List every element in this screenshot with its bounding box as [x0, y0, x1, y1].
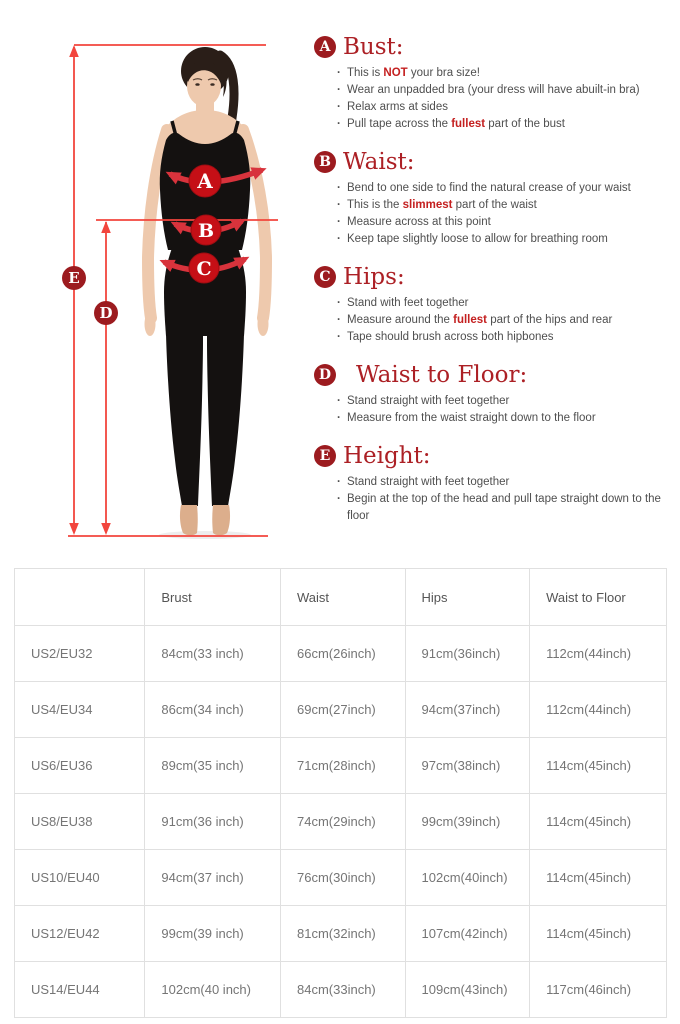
section-waist-to-floor: [314, 362, 670, 427]
size-table-wrap: [14, 568, 667, 1018]
table-row: [15, 850, 667, 906]
hips-letter-badge: C: [314, 266, 336, 288]
bullet-item: · Bend to one side to find the natural crease of your waist: [336, 180, 670, 197]
measurement-cell: 84cm(33inch): [281, 962, 406, 1018]
section-heading: [314, 149, 670, 175]
bullet-item: · This is the slimmest part of the waist: [336, 197, 670, 214]
section-heading: [314, 34, 670, 60]
table-row: [15, 738, 667, 794]
table-header-cell: Waist to Floor: [530, 569, 667, 626]
measurement-cell: 66cm(26inch): [281, 626, 406, 682]
section-bust: [314, 34, 670, 133]
section-heading: [314, 264, 670, 290]
measurement-cell: 76cm(30inch): [281, 850, 406, 906]
height-label: [62, 266, 86, 290]
measurement-cell: 102cm(40inch): [405, 850, 530, 906]
hips-marker-letter: C: [196, 258, 212, 280]
bullet-item: · Measure around the fullest part of the hips and rear: [336, 312, 670, 329]
measurement-cell: 114cm(45inch): [530, 794, 667, 850]
table-body: [15, 626, 667, 1018]
highlighted-text: slimmest: [402, 199, 453, 211]
table-row: [15, 626, 667, 682]
height-label-letter: E: [68, 269, 80, 287]
measurement-cell: 94cm(37inch): [405, 682, 530, 738]
bullet-item: · Tape should brush across both hipbones: [336, 329, 670, 346]
measurement-cell: 69cm(27inch): [281, 682, 406, 738]
waist-marker-letter: B: [197, 220, 215, 242]
highlighted-text: fullest: [453, 314, 487, 326]
measurement-cell: 91cm(36inch): [405, 626, 530, 682]
bullet-item: · Keep tape slightly loose to allow for breathing room: [336, 231, 670, 248]
waist-letter-badge: B: [314, 151, 336, 173]
bust-marker: [189, 165, 221, 197]
table-header-cell: Brust: [145, 569, 281, 626]
table-row: [15, 794, 667, 850]
bullet-item: · Stand with feet together: [336, 295, 670, 312]
waist-to-floor-label: [94, 301, 118, 325]
section-title: Bust:: [343, 34, 404, 60]
section-heading: [314, 443, 670, 469]
size-label-cell: US12/EU42: [15, 906, 145, 962]
height-letter-badge: E: [314, 445, 336, 467]
table-header-cell: Hips: [405, 569, 530, 626]
section-bullets: [336, 295, 670, 346]
measurement-cell: 112cm(44inch): [530, 682, 667, 738]
measurement-cell: 114cm(45inch): [530, 906, 667, 962]
measurement-cell: 91cm(36 inch): [145, 794, 281, 850]
table-row: [15, 682, 667, 738]
bullet-item: · Measure from the waist straight down to the floor: [336, 410, 670, 427]
waist-to-floor-label-letter: D: [99, 304, 113, 322]
section-title: Waist:: [343, 149, 415, 175]
section-bullets: [336, 393, 670, 427]
bust-letter-badge: A: [314, 36, 336, 58]
measurement-cell: 107cm(42inch): [405, 906, 530, 962]
bullet-item: · Relax arms at sides: [336, 99, 670, 116]
measurement-cell: 114cm(45inch): [530, 850, 667, 906]
waist-marker: [191, 215, 221, 245]
size-table: [14, 568, 667, 1018]
section-heading: [314, 362, 670, 388]
size-label-cell: US6/EU36: [15, 738, 145, 794]
section-bullets: [336, 180, 670, 248]
section-bullets: [336, 65, 670, 133]
measurement-cell: 74cm(29inch): [281, 794, 406, 850]
table-header-cell: [15, 569, 145, 626]
measurement-figure: [0, 0, 320, 560]
section-title: Height:: [343, 443, 431, 469]
bullet-item: · Stand straight with feet together: [336, 393, 670, 410]
measurement-cell: 114cm(45inch): [530, 738, 667, 794]
waist-to-floor-letter-badge: D: [314, 364, 336, 386]
size-label-cell: US4/EU34: [15, 682, 145, 738]
size-label-cell: US2/EU32: [15, 626, 145, 682]
bust-marker-letter: A: [197, 169, 213, 193]
measurement-cell: 84cm(33 inch): [145, 626, 281, 682]
bullet-item: · Stand straight with feet together: [336, 474, 670, 491]
bullet-item: · Begin at the top of the head and pull tape straight down to the floor: [336, 491, 670, 525]
section-bullets: [336, 474, 670, 525]
section-waist: [314, 149, 670, 248]
measurement-cell: 109cm(43inch): [405, 962, 530, 1018]
measurement-cell: 99cm(39 inch): [145, 906, 281, 962]
measurement-cell: 71cm(28inch): [281, 738, 406, 794]
bullet-item: · Measure across at this point: [336, 214, 670, 231]
measurement-cell: 102cm(40 inch): [145, 962, 281, 1018]
measurement-cell: 112cm(44inch): [530, 626, 667, 682]
measurement-cell: 117cm(46inch): [530, 962, 667, 1018]
measurement-cell: 99cm(39inch): [405, 794, 530, 850]
floor-shadow: [159, 531, 251, 539]
bullet-item: · This is NOT your bra size!: [336, 65, 670, 82]
table-row: [15, 906, 667, 962]
measurement-cell: 94cm(37 inch): [145, 850, 281, 906]
waist-to-floor-line: [101, 221, 111, 535]
highlighted-text: fullest: [451, 118, 486, 130]
measurement-cell: 89cm(35 inch): [145, 738, 281, 794]
measurement-cell: 86cm(34 inch): [145, 682, 281, 738]
bullet-item: · Pull tape across the fullest part of the bust: [336, 116, 670, 133]
size-label-cell: US10/EU40: [15, 850, 145, 906]
section-title: Waist to Floor:: [356, 362, 528, 388]
size-label-cell: US8/EU38: [15, 794, 145, 850]
section-hips: [314, 264, 670, 346]
figure-area: [0, 0, 320, 560]
table-header-cell: Waist: [281, 569, 406, 626]
measure-instructions: [314, 34, 670, 541]
bullet-item: · Wear an unpadded bra (your dress will have abuilt-in bra): [336, 82, 670, 99]
size-label-cell: US14/EU44: [15, 962, 145, 1018]
measurement-cell: 97cm(38inch): [405, 738, 530, 794]
section-title: Hips:: [343, 264, 405, 290]
model-photo: [145, 47, 269, 539]
table-row: [15, 962, 667, 1018]
highlighted-text: NOT: [383, 67, 408, 79]
hips-marker: [189, 253, 219, 283]
table-header-row: [15, 569, 667, 626]
measurement-cell: 81cm(32inch): [281, 906, 406, 962]
section-height: [314, 443, 670, 525]
